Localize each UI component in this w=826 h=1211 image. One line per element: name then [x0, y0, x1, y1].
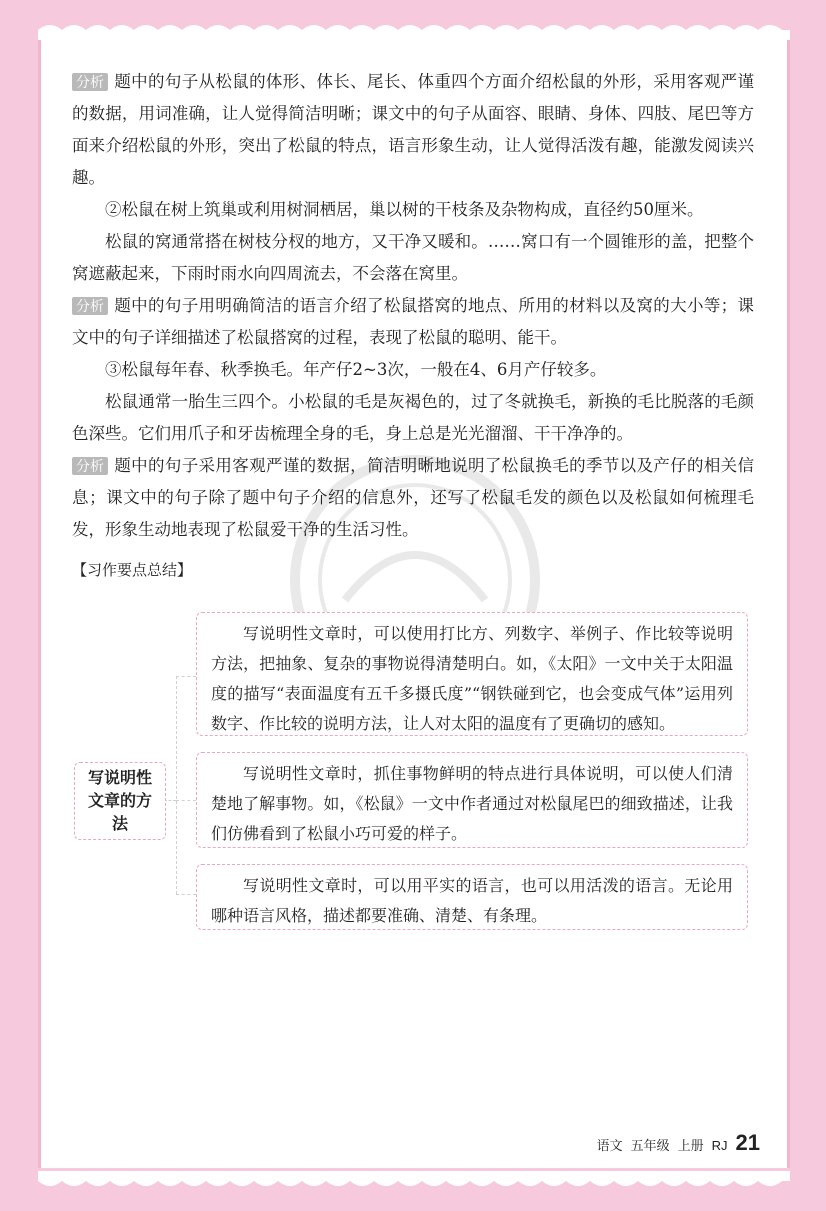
text-paragraph-3: 松鼠的窝通常搭在树枝分杈的地方，又干净又暖和。……窝口有一个圆锥形的盖，把整个窝遮蔽起来，下雨时雨水向四周流去，不会落在窝里。 — [72, 232, 754, 283]
footer-subject: 语文 — [596, 1138, 623, 1153]
bracket-line — [176, 676, 177, 894]
summary-title: 【习作要点总结】 — [72, 562, 193, 579]
analysis-paragraph-1: 分析 题中的句子从松鼠的体形、体长、尾长、体重四个方面介绍松鼠的外形，采用客观严谨的数据，用词准确，让人觉得简洁明晰；课文中的句子从面容、眼睛、身体、四肢、尾巴等方面来介绍松鼠的外形，突出了松鼠的特点，语言形象生动，让人觉得活泼有趣，能激发阅读兴趣。 — [72, 72, 754, 187]
method-box-3: 写说明性文章时，可以用平实的语言，也可以用活泼的语言。无论用哪种语言风格，描述都要准确、清楚、有条理。 — [196, 864, 748, 930]
method-box-1: 写说明性文章时，可以使用打比方、列数字、举例子、作比较等说明方法，把抽象、复杂的事物说得清楚明白。如，《太阳》一文中关于太阳温度的描写“表面温度有五千多摄氏度”“钢铁碰到它，也会变成气体”运用列数字、作比较的说明方法，让人对太阳的温度有了更确切的感知。 — [196, 612, 748, 736]
scallop-border-top — [0, 0, 826, 40]
text-paragraph-5: ③松鼠每年春、秋季换毛。年产仔2~3次，一般在4、6月产仔较多。 — [105, 360, 607, 379]
analysis-tag: 分析 — [72, 457, 108, 475]
footer-grade: 五年级 — [630, 1138, 670, 1153]
bracket-connector — [176, 800, 196, 801]
footer-volume: 上册 — [677, 1138, 704, 1153]
analysis-paragraph-2: 分析 题中的句子用明确简洁的语言介绍了松鼠搭窝的地点、所用的材料以及窝的大小等；课文中的句子详细描述了松鼠搭窝的过程，表现了松鼠的聪明、能干。 — [72, 296, 754, 347]
text-paragraph-2: ②松鼠在树上筑巢或利用树洞栖居，巢以树的干枝条及杂物构成，直径约50厘米。 — [105, 200, 704, 219]
footer-edition: RJ — [711, 1138, 728, 1153]
text-paragraph-6: 松鼠通常一胎生三四个。小松鼠的毛是灰褐色的，过了冬就换毛，新换的毛比脱落的毛颜色深些。它们用爪子和牙齿梳理全身的毛，身上总是光光溜溜、干干净净的。 — [72, 392, 754, 443]
main-content — [72, 66, 754, 586]
page-footer — [597, 1130, 760, 1156]
analysis-tag: 分析 — [72, 297, 108, 315]
analysis-tag: 分析 — [72, 73, 108, 91]
analysis-paragraph-3: 分析 题中的句子采用客观严谨的数据，简洁明晰地说明了松鼠换毛的季节以及产仔的相关信息；课文中的句子除了题中句子介绍的信息外，还写了松鼠毛发的颜色以及松鼠如何梳理毛发，形象生动地表现了松鼠爱干净的生活习性。 — [72, 456, 754, 539]
bracket-connector — [176, 894, 196, 895]
scallop-border-bottom — [0, 1171, 826, 1211]
bracket-connector — [176, 676, 196, 677]
page-number: 21 — [735, 1130, 760, 1155]
method-label-box: 写说明性文章的方法 — [74, 762, 166, 840]
method-box-2: 写说明性文章时，抓住事物鲜明的特点进行具体说明，可以使人们清楚地了解事物。如，《松鼠》一文中作者通过对松鼠尾巴的细致描述，让我们仿佛看到了松鼠小巧可爱的样子。 — [196, 752, 748, 848]
